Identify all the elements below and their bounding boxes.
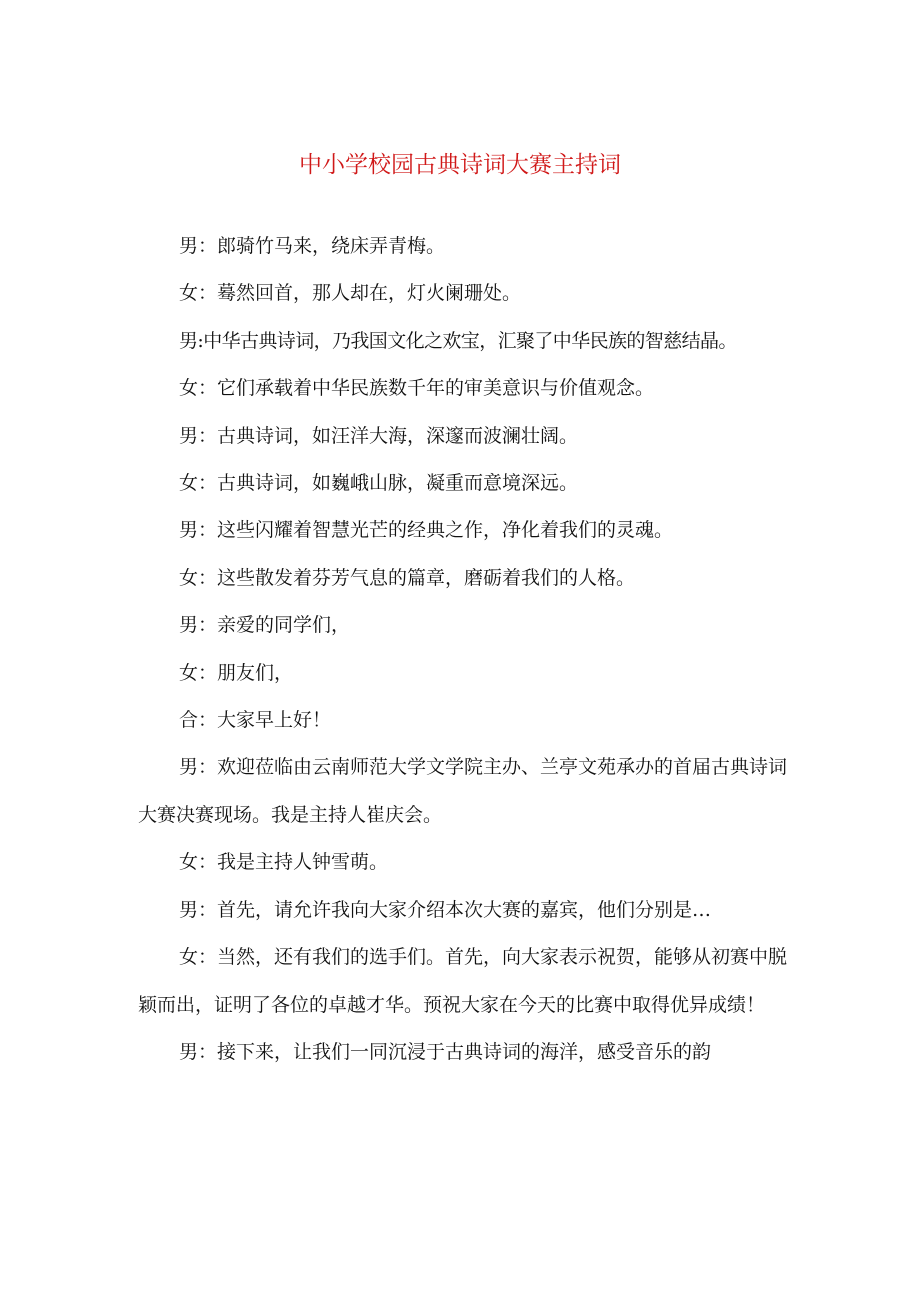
paragraph-13: 女：我是主持人钟雪萌。	[179, 851, 389, 874]
paragraph-11: 合：大家早上好！	[179, 709, 332, 732]
paragraph-3: 男:中华古典诗词，乃我国文化之欢宝，汇聚了中华民族的智慈结晶。	[179, 329, 737, 352]
paragraph-8: 女：这些散发着芬芳气息的篇章，磨砺着我们的人格。	[179, 566, 636, 589]
paragraph-14: 男：首先，请允许我向大家介绍本次大赛的嘉宾，他们分别是…	[179, 898, 712, 921]
paragraph-1: 男：郎骑竹马来，绕床弄青梅。	[179, 235, 446, 257]
paragraph-9: 男：亲爱的同学们，	[179, 614, 351, 637]
paragraph-5: 男：古典诗词，如汪洋大海，深邃而波澜壮阔。	[179, 424, 579, 447]
document-title: 中小学校园古典诗词大赛主持词	[299, 152, 621, 178]
paragraph-15: 女：当然，还有我们的选手们。首先，向大家表示祝贺，能够从初赛中脱颖而出，证明了各位的卓越才华。预祝大家在今天的比赛中取得优异成绩！	[138, 946, 788, 1016]
paragraph-12: 男：欢迎莅临由云南师范大学文学院主办、兰亭文苑承办的首届古典诗词大赛决赛现场。我是主持人崔庆会。	[138, 756, 788, 826]
paragraph-2: 女：蓦然回首，那人却在，灯火阑珊处。	[179, 282, 522, 305]
document-body	[138, 223, 793, 1076]
paragraph-6: 女：古典诗词，如巍峨山脉，凝重而意境深远。	[179, 472, 579, 495]
paragraph-10: 女：朋友们，	[179, 661, 294, 684]
paragraph-16: 男：接下来，让我们一同沉浸于古典诗词的海洋，感受音乐的韵	[179, 1040, 712, 1063]
paragraph-4: 女：它们承载着中华民族数千年的审美意识与价值观念。	[179, 377, 655, 400]
paragraph-7: 男：这些闪耀着智慧光芒的经典之作，净化着我们的灵魂。	[179, 519, 674, 542]
